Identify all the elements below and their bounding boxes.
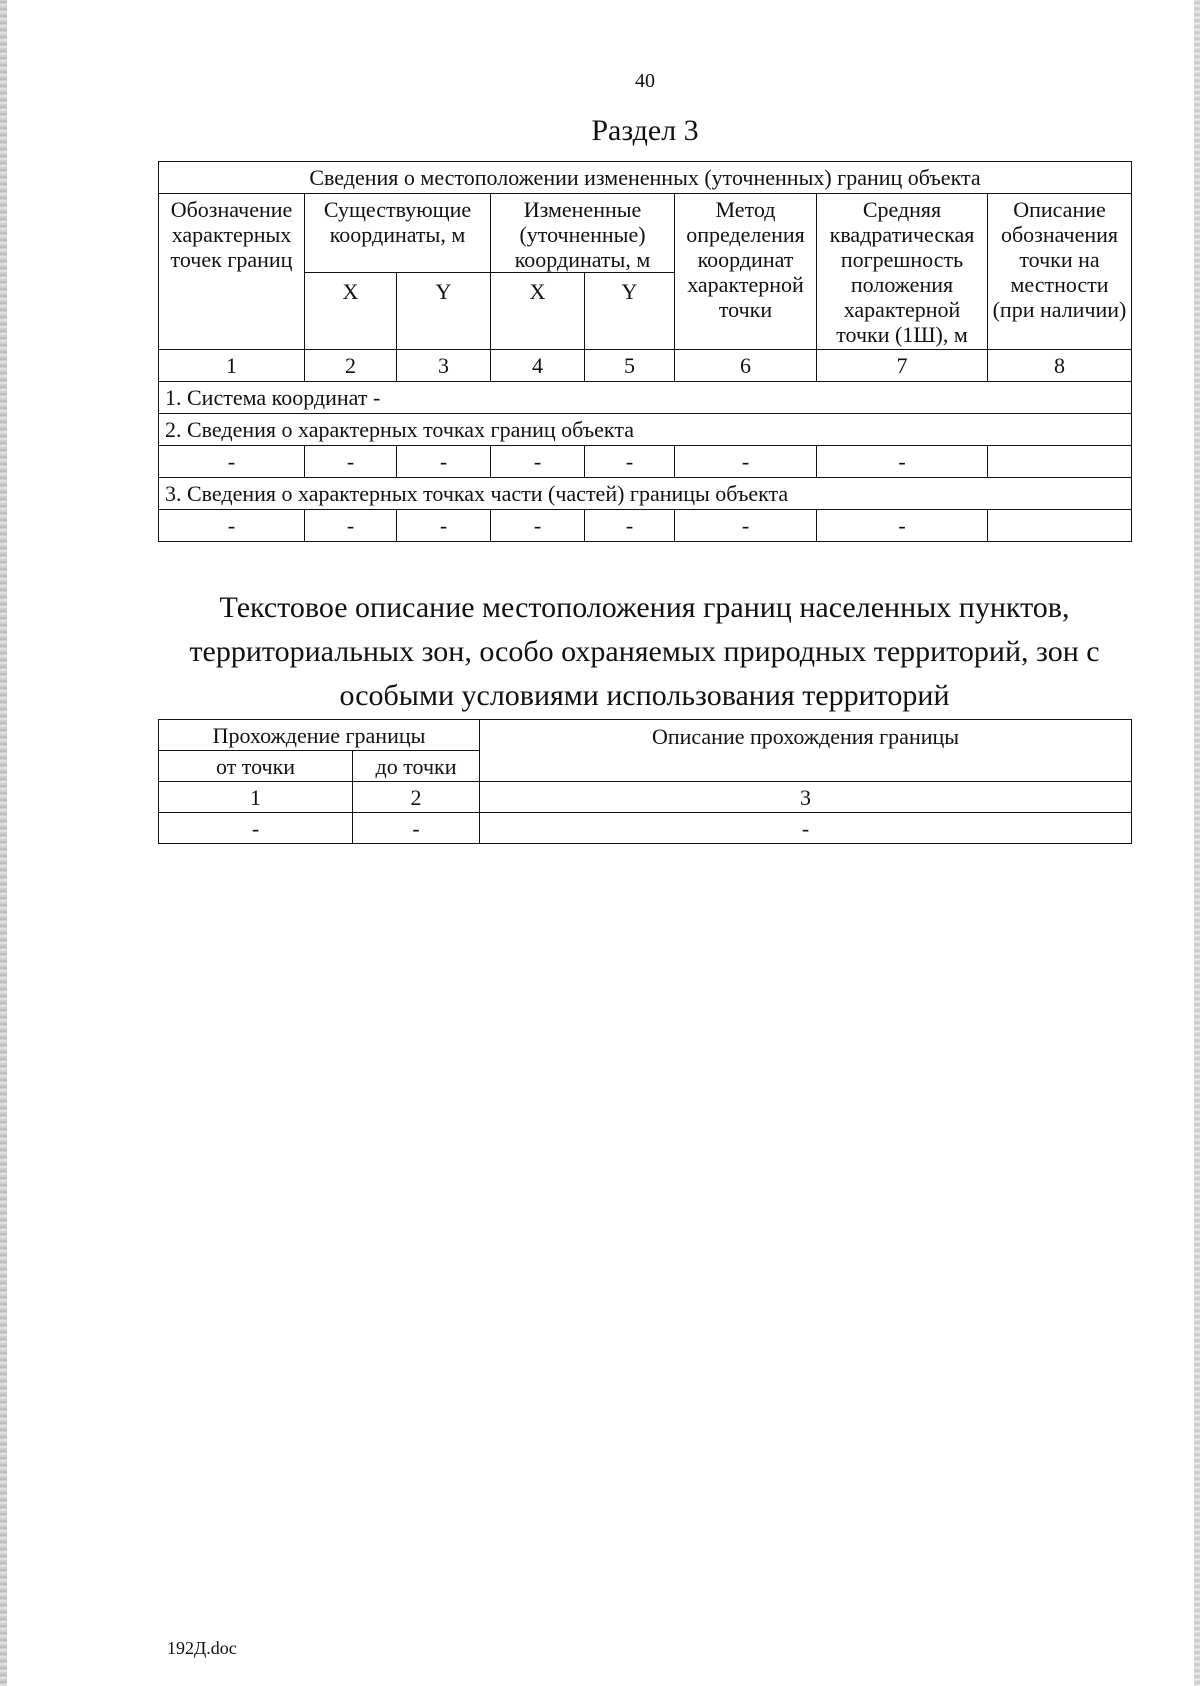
header-existing-coords: Существующие координаты, м [305, 194, 491, 273]
header-designation: Обозначение характерных точек границ [159, 194, 305, 350]
header-changed-x: X [491, 273, 585, 350]
table-cell [988, 510, 1132, 542]
section-coordinate-system: 1. Система координат - [159, 382, 1132, 414]
page-number: 40 [635, 70, 655, 92]
header-error: Средняя квадратическая погрешность положения характерной точки (1Ш), м [817, 194, 988, 350]
table-cell: - [585, 446, 675, 478]
changed-boundaries-table [158, 161, 1132, 542]
header-to-point: до точки [353, 751, 480, 782]
table-cell: - [397, 510, 491, 542]
table-cell: - [397, 446, 491, 478]
column-number: 6 [675, 350, 817, 382]
column-number: 1 [159, 782, 353, 813]
column-number: 2 [353, 782, 480, 813]
section-title: Раздел 3 [591, 114, 699, 147]
column-number: 7 [817, 350, 988, 382]
table-cell: - [353, 813, 480, 844]
table-cell: - [159, 510, 305, 542]
column-number: 5 [585, 350, 675, 382]
column-number: 2 [305, 350, 397, 382]
section-boundary-points: 2. Сведения о характерных точках границ объекта [159, 414, 1132, 446]
column-number: 3 [397, 350, 491, 382]
table-cell: - [675, 510, 817, 542]
header-changed-coords: Измененные (уточненные) координаты, м [491, 194, 675, 273]
table-cell: - [159, 813, 353, 844]
text-description-heading: Текстовое описание местоположения границ населенных пунктов, территориальных зон, особо охраняемых природных территорий, зон с особыми условиями использования территорий [189, 591, 1100, 712]
table-cell: - [585, 510, 675, 542]
scan-edge-left [0, 0, 7, 1686]
table-cell: - [480, 813, 1132, 844]
header-from-point: от точки [159, 751, 353, 782]
column-number: 3 [480, 782, 1132, 813]
header-changed-y: Y [585, 273, 675, 350]
header-passage: Прохождение границы [159, 720, 480, 751]
table-cell: - [491, 510, 585, 542]
section-part-boundary-points: 3. Сведения о характерных точках части (частей) границы объекта [159, 478, 1132, 510]
table-cell [988, 446, 1132, 478]
table-cell: - [305, 510, 397, 542]
table-cell: - [817, 446, 988, 478]
header-method: Метод определения координат характерной точки [675, 194, 817, 350]
header-passage-description: Описание прохождения границы [480, 720, 1132, 782]
table1-caption: Сведения о местоположении измененных (уточненных) границ объекта [159, 162, 1132, 194]
table-cell: - [675, 446, 817, 478]
header-description: Описание обозначения точки на местности (при наличии) [988, 194, 1132, 350]
header-existing-y: Y [397, 273, 491, 350]
boundary-passage-table [158, 719, 1132, 844]
table-cell: - [817, 510, 988, 542]
table-cell: - [305, 446, 397, 478]
column-number: 4 [491, 350, 585, 382]
table-cell: - [159, 446, 305, 478]
scan-edge-right [1194, 0, 1200, 1686]
header-existing-x: X [305, 273, 397, 350]
column-number: 1 [159, 350, 305, 382]
column-number: 8 [988, 350, 1132, 382]
footer-filename: 192Д.doc [167, 1638, 237, 1658]
table-cell: - [491, 446, 585, 478]
